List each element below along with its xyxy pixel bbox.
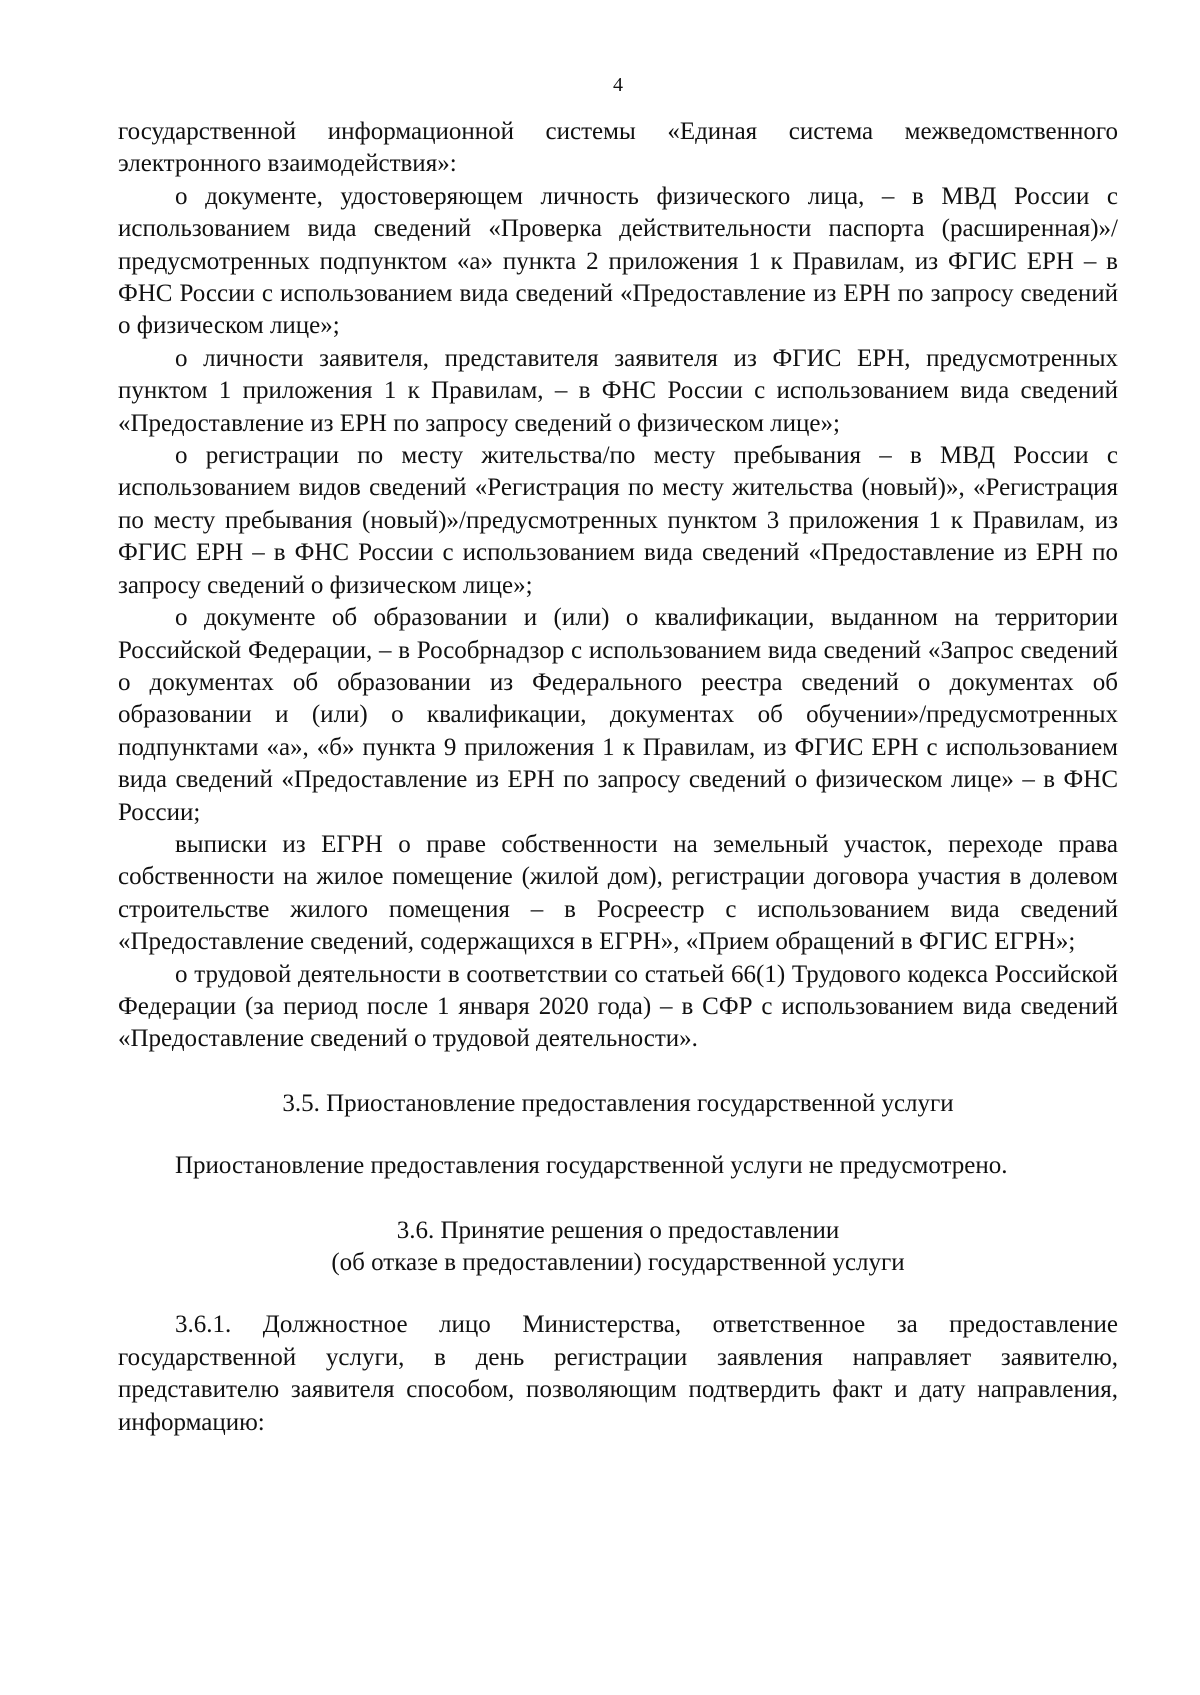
- paragraph-identity-document: о документе, удостоверяющем личность физического лица, – в МВД России с использованием вида сведений «Проверка действительности паспорта (расширенная)»/предусмотренных подпунктом «а» пункта 2 приложения 1 к Правилам, из ФГИС ЕРН – в ФНС России с использованием вида сведений «Предоставление из ЕРН по запросу сведений о физическом лице»;: [118, 182, 1118, 340]
- paragraph-registration: о регистрации по месту жительства/по месту пребывания – в МВД России с использованием видов сведений «Регистрация по месту жительства (новый)», «Регистрация по месту пребывания (новый)»/предусмотренных пунктом 3 приложения 1 к Правилам, из ФГИС ЕРН – в ФНС России с использованием вида сведений «Предоставление из ЕРН по запросу сведений о физическом лице»;: [118, 442, 1118, 599]
- section-heading-3-6: [118, 1215, 1118, 1280]
- section-heading-3-6-line1: 3.6. Принятие решения о предоставлении: [396, 1216, 840, 1244]
- paragraph-labor-activity: о трудовой деятельности в соответствии со статьей 66(1) Трудового кодекса Российской Федерации (за период после 1 января 2020 года) – в СФР с использованием вида сведений «Предоставление сведений о трудовой деятельности».: [118, 960, 1118, 1053]
- paragraph-egrn-extract: выписки из ЕГРН о праве собственности на земельный участок, переходе права собственности на жилое помещение (жилой дом), регистрации договора участия в долевом строительстве жилого помещения – в Росреестр с использованием вида сведений «Предоставление сведений, содержащихся в ЕГРН», «Прием обращений в ФГИС ЕГРН»;: [118, 830, 1118, 956]
- section-heading-3-5: 3.5. Приостановление предоставления государственной услуги: [282, 1089, 954, 1117]
- paragraph-applicant-identity: о личности заявителя, представителя заявителя из ФГИС ЕРН, предусмотренных пунктом 1 приложения 1 к Правилам, – в ФНС России с использованием вида сведений «Предоставление из ЕРН по запросу сведений о физическом лице»;: [118, 344, 1118, 437]
- section-heading-3-6-line2: (об отказе в предоставлении) государственной услуги: [331, 1249, 905, 1276]
- paragraph-3-6-1: 3.6.1. Должностное лицо Министерства, ответственное за предоставление государственной услуги, в день регистрации заявления направляет заявителю, представителю заявителя способом, позволяющим подтвердить факт и дату направления, информацию:: [118, 1311, 1118, 1436]
- paragraph-continuation: государственной информационной системы «Единая система межведомственного электронного взаимодействия»:: [118, 118, 1118, 178]
- document-body: [118, 116, 1118, 1439]
- paragraph-suspension: Приостановление предоставления государственной услуги не предусмотрено.: [175, 1152, 1008, 1180]
- page-number: 4: [613, 74, 623, 96]
- document-page: [118, 0, 1118, 1695]
- paragraph-education-document: о документе об образовании и (или) о квалификации, выданном на территории Российской Федерации, – в Рособрнадзор с использованием вида сведений «Запрос сведений о документах об образовании из Федерального реестра сведений о документах об образовании и (или) о квалификации, документах об обучении»/предусмотренных подпунктами «а», «б» пункта 9 приложения 1 к Правилам, из ФГИС ЕРН с использованием вида сведений «Предоставление из ЕРН по запросу сведений о физическом лице» – в ФНС России;: [118, 604, 1118, 826]
